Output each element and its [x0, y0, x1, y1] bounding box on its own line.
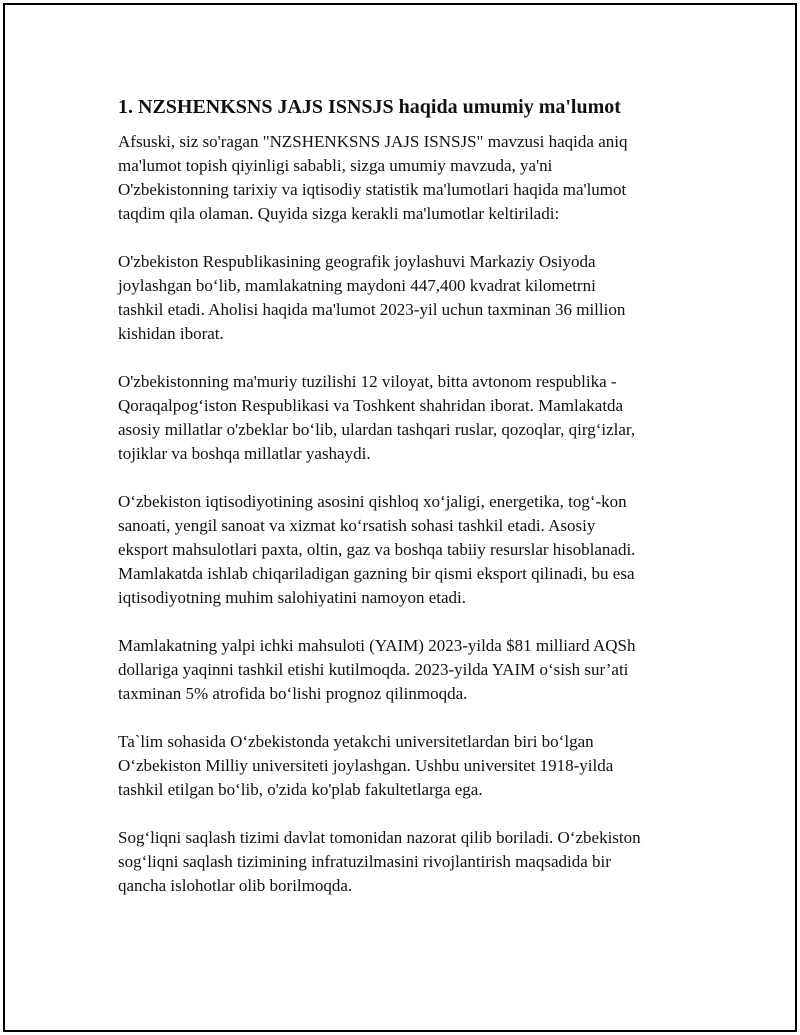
- text-line: iqtisodiyotning muhim salohiyatini namoyon etadi.: [118, 588, 467, 607]
- section-heading: 1. NZSHENKSNS JAJS ISNSJS haqida umumiy ma'lumot: [118, 96, 621, 118]
- text-line: sog‘liqni saqlash tizimining infratuzilmasini rivojlantirish maqsadida bir: [118, 852, 611, 871]
- text-line: sanoati, yengil sanoat va xizmat ko‘rsatish sohasi tashkil etadi. Asosiy: [118, 516, 596, 535]
- text-line: O‘zbekiston Milliy universiteti joylashgan. Ushbu universitet 1918-yilda: [118, 756, 614, 775]
- paragraph: [118, 250, 698, 346]
- text-line: eksport mahsulotlari paxta, oltin, gaz va boshqa tabiiy resurslar hisoblanadi.: [118, 540, 636, 559]
- text-line: Ta`lim sohasida O‘zbekistonda yetakchi universitetlardan biri bo‘lgan: [118, 732, 594, 751]
- paragraph-list: [118, 130, 698, 898]
- text-line: tashkil etadi. Aholisi haqida ma'lumot 2023-yil uchun taxminan 36 million: [118, 300, 626, 319]
- text-line: O'zbekiston Respublikasining geografik joylashuvi Markaziy Osiyoda: [118, 252, 596, 271]
- text-line: asosiy millatlar o'zbeklar bo‘lib, ulardan tashqari ruslar, qozoqlar, qirg‘izlar,: [118, 420, 636, 439]
- text-line: Mamlakatda ishlab chiqariladigan gazning bir qismi eksport qilinadi, bu esa: [118, 564, 635, 583]
- text-line: O'zbekistonning tarixiy va iqtisodiy statistik ma'lumotlari haqida ma'lumot: [118, 180, 627, 199]
- text-line: joylashgan bo‘lib, mamlakatning maydoni 447,400 kvadrat kilometrni: [118, 276, 596, 295]
- paragraph: [118, 130, 698, 226]
- text-line: qancha islohotlar olib borilmoqda.: [118, 876, 353, 895]
- text-line: tojiklar va boshqa millatlar yashaydi.: [118, 444, 371, 463]
- text-line: taxminan 5% atrofida bo‘lishi prognoz qilinmoqda.: [118, 684, 468, 703]
- text-line: dollariga yaqinni tashkil etishi kutilmoqda. 2023-yilda YAIM o‘sish sur’ati: [118, 660, 629, 679]
- text-line: Afsuski, siz so'ragan "NZSHENKSNS JAJS ISNSJS" mavzusi haqida aniq: [118, 132, 628, 151]
- text-line: taqdim qila olaman. Quyida sizga kerakli ma'lumotlar keltiriladi:: [118, 204, 560, 223]
- paragraph: [118, 826, 698, 898]
- paragraph: [118, 490, 698, 610]
- text-line: O'zbekistonning ma'muriy tuzilishi 12 viloyat, bitta avtonom respublika -: [118, 372, 617, 391]
- text-line: Sog‘liqni saqlash tizimi davlat tomonidan nazorat qilib boriladi. O‘zbekiston: [118, 828, 641, 847]
- paragraph: [118, 370, 698, 466]
- text-line: Mamlakatning yalpi ichki mahsuloti (YAIM) 2023-yilda $81 milliard AQSh: [118, 636, 636, 655]
- text-line: Qoraqalpog‘iston Respublikasi va Toshkent shahridan iborat. Mamlakatda: [118, 396, 624, 415]
- text-line: O‘zbekiston iqtisodiyotining asosini qishloq xo‘jaligi, energetika, tog‘-kon: [118, 492, 627, 511]
- text-line: tashkil etilgan bo‘lib, o'zida ko'plab fakultetlarga ega.: [118, 780, 483, 799]
- text-line: ma'lumot topish qiyinligi sababli, sizga umumiy mavzuda, ya'ni: [118, 156, 553, 175]
- text-line: kishidan iborat.: [118, 324, 224, 343]
- document-body: [118, 94, 698, 922]
- paragraph: [118, 730, 698, 802]
- paragraph: [118, 634, 698, 706]
